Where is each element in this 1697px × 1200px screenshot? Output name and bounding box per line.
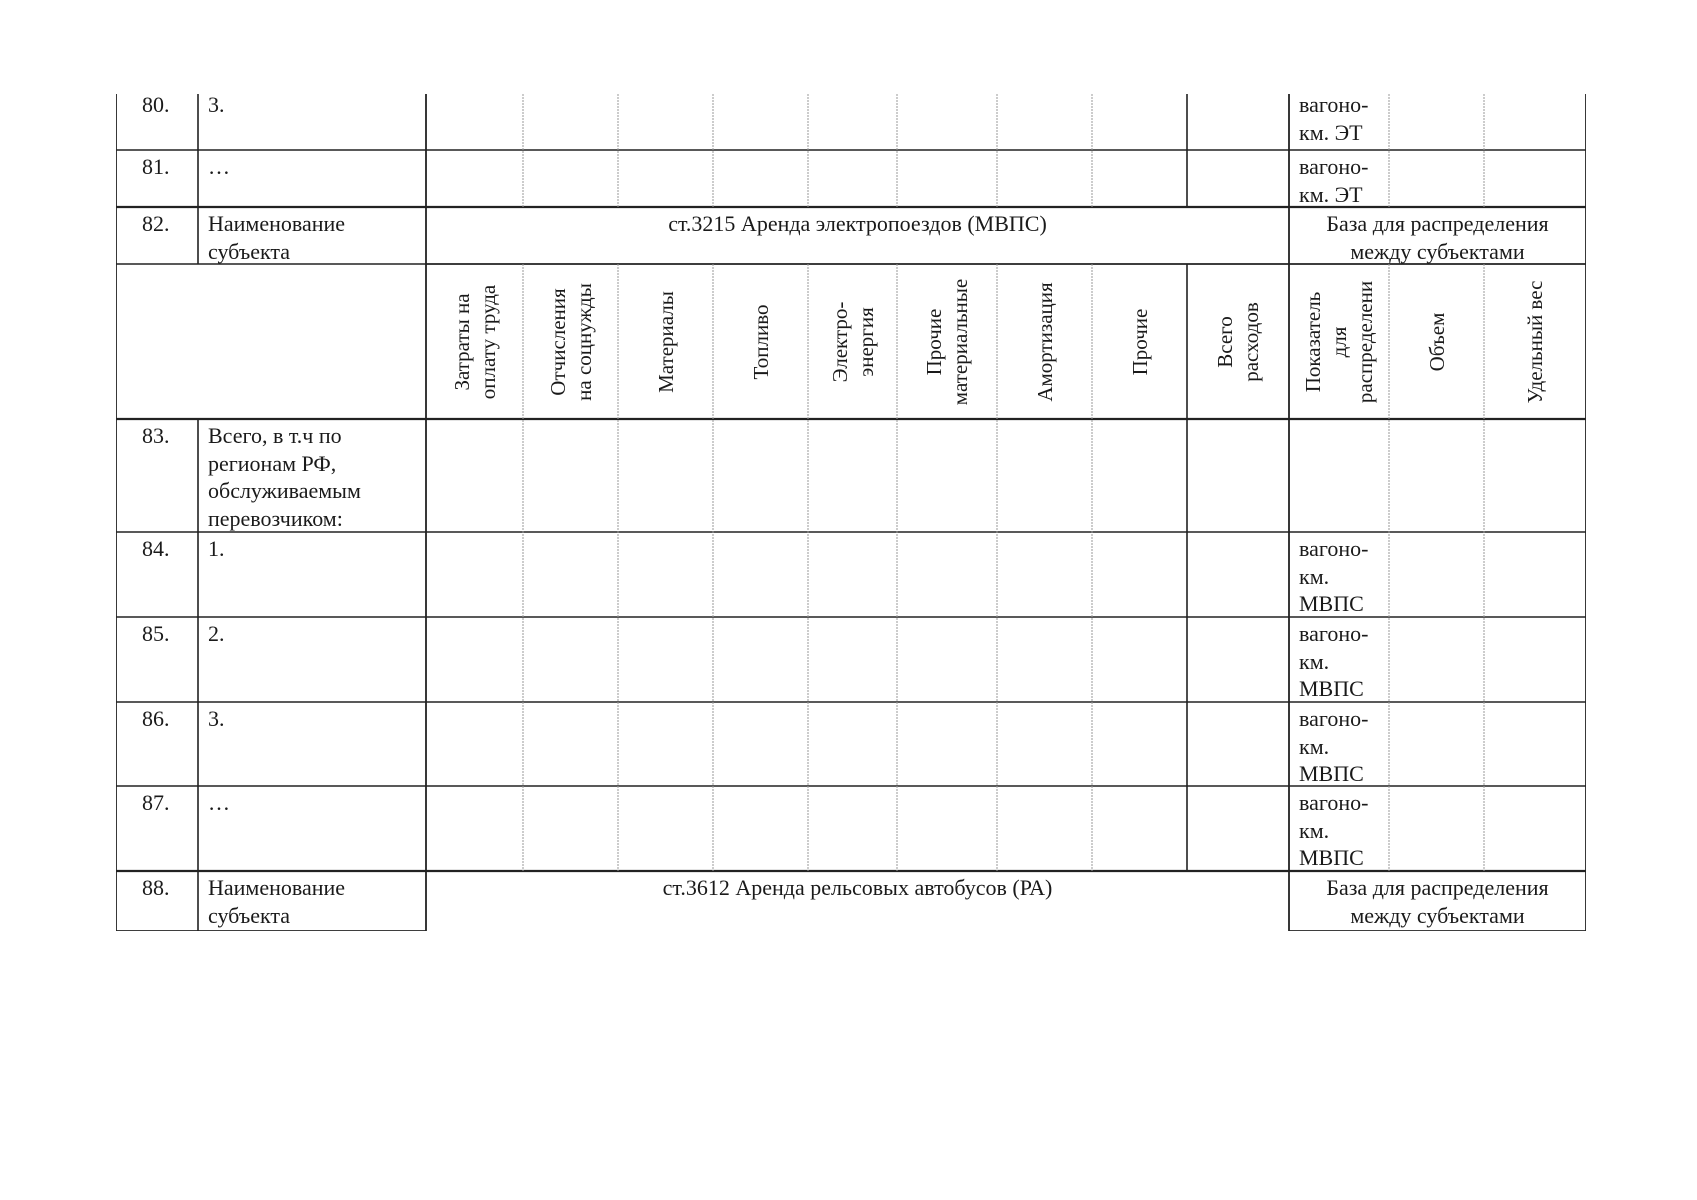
subject-name: регионам РФ, [208, 450, 337, 476]
base-column-header: Объем [1424, 312, 1449, 371]
cost-column-header: Топливо [748, 304, 773, 379]
base-section-title: между субъектами [1350, 902, 1525, 928]
cost-column-header: Электро- [827, 301, 852, 382]
cost-column-header: Амортизация [1032, 281, 1057, 402]
subject-name: Всего, в т.ч по [208, 423, 342, 448]
distribution-indicator: км. [1299, 733, 1330, 759]
distribution-indicator: км. [1299, 648, 1330, 674]
row-number: 87. [142, 790, 170, 815]
subject-name: 1. [208, 536, 225, 561]
row-number: 84. [142, 536, 170, 561]
cost-column-header: Всего [1213, 315, 1237, 368]
subject-name: обслуживаемым [208, 478, 361, 503]
subject-column-header: Наименование [208, 211, 346, 236]
distribution-indicator: вагоно- [1299, 92, 1369, 117]
subject-name: 3. [208, 92, 225, 117]
cost-column-header: Отчисления [545, 287, 570, 396]
base-column-header: для [1327, 326, 1351, 357]
base-section-title: База для распределения [1326, 875, 1549, 900]
cost-column-header: материальные [948, 278, 972, 405]
subject-column-header: Наименование [208, 875, 346, 900]
cost-column-header: на соцнужды [571, 282, 596, 401]
subject-column-header: субъекта [208, 238, 291, 264]
row-number: 86. [142, 706, 170, 731]
cost-column-header: Прочие [1127, 308, 1152, 375]
row-number: 83. [142, 423, 170, 448]
distribution-indicator: вагоно- [1299, 706, 1369, 731]
cost-column-header: расходов [1239, 301, 1263, 382]
distribution-indicator: км. [1299, 563, 1330, 589]
distribution-indicator: км. ЭТ [1299, 119, 1363, 145]
allocation-table [116, 94, 1586, 931]
distribution-indicator: вагоно- [1299, 621, 1369, 646]
section-title: ст.3612 Аренда рельсовых автобусов (РА) [662, 875, 1053, 900]
distribution-indicator: вагоно- [1299, 154, 1369, 179]
row-number: 80. [142, 92, 170, 117]
cost-column-header: энергия [853, 306, 878, 377]
base-column-header: Удельный вес [1523, 280, 1547, 403]
distribution-indicator: км. [1299, 817, 1330, 843]
base-section-title: База для распределения [1326, 211, 1549, 236]
row-number: 88. [142, 875, 170, 900]
cost-column-header: Затраты на [449, 292, 474, 391]
base-section-title: между субъектами [1350, 238, 1525, 264]
distribution-indicator: вагоно- [1299, 790, 1369, 815]
distribution-indicator: МВПС [1299, 845, 1364, 870]
subject-name: … [208, 154, 230, 179]
row-number: 81. [142, 154, 170, 179]
section-title: ст.3215 Аренда электропоездов (МВПС) [668, 211, 1047, 236]
row-number: 82. [142, 211, 170, 236]
row-number: 85. [142, 621, 170, 646]
cost-column-header: Материалы [653, 290, 678, 393]
subject-name: … [208, 790, 230, 815]
cost-column-header: оплату труда [475, 284, 500, 399]
base-column-header: Показатель [1301, 291, 1325, 392]
distribution-indicator: МВПС [1299, 591, 1364, 616]
distribution-indicator: км. ЭТ [1299, 181, 1363, 207]
distribution-indicator: МВПС [1299, 676, 1364, 701]
subject-name: перевозчиком: [208, 505, 343, 531]
distribution-indicator: МВПС [1299, 761, 1364, 786]
distribution-indicator: вагоно- [1299, 536, 1369, 561]
base-column-header: распределени [1353, 280, 1377, 403]
subject-name: 3. [208, 706, 225, 731]
cost-column-header: Прочие [922, 308, 946, 375]
subject-column-header: субъекта [208, 902, 291, 928]
subject-name: 2. [208, 621, 225, 646]
